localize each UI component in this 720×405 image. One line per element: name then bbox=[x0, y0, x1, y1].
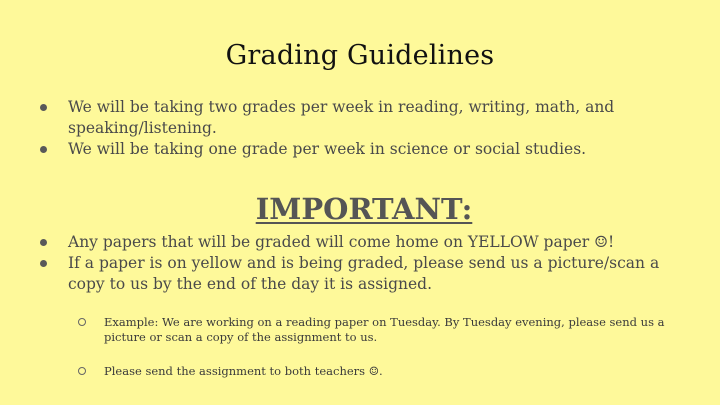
important-heading: IMPORTANT: bbox=[255, 192, 473, 226]
bullet-dot-icon bbox=[40, 104, 47, 111]
bullet-dot-icon bbox=[40, 239, 47, 246]
hollow-circle-bullet-icon bbox=[78, 367, 86, 375]
bullet-text: We will be taking one grade per week in science or social studies. bbox=[68, 140, 587, 158]
bullet-text: If a paper is on yellow and is being graded, please send us a picture/scan a copy to us by the end of the day it is assigned. bbox=[68, 254, 660, 293]
bullet-text: Any papers that will be graded will come home on YELLOW paper ☺! bbox=[68, 233, 615, 251]
slide-title: Grading Guidelines bbox=[225, 40, 495, 71]
sub-bullet-list bbox=[78, 315, 678, 398]
sub-bullet-item bbox=[78, 315, 678, 345]
grade-bullet-list bbox=[40, 97, 680, 160]
bullet-item bbox=[40, 139, 680, 160]
bullet-dot-icon bbox=[40, 146, 47, 153]
important-bullet-list bbox=[40, 232, 680, 295]
bullet-text: We will be taking two grades per week in reading, writing, math, and speaking/listening. bbox=[68, 98, 615, 137]
sub-bullet-text: Example: We are working on a reading paper on Tuesday. By Tuesday evening, please send us a picture or scan a copy of the assignment to us. bbox=[104, 315, 665, 344]
sub-bullet-text: Please send the assignment to both teachers ☺. bbox=[104, 364, 383, 378]
hollow-circle-bullet-icon bbox=[78, 318, 86, 326]
bullet-item bbox=[40, 232, 680, 253]
bullet-item bbox=[40, 97, 680, 139]
bullet-item bbox=[40, 253, 680, 295]
bullet-dot-icon bbox=[40, 260, 47, 267]
sub-bullet-item bbox=[78, 364, 678, 379]
